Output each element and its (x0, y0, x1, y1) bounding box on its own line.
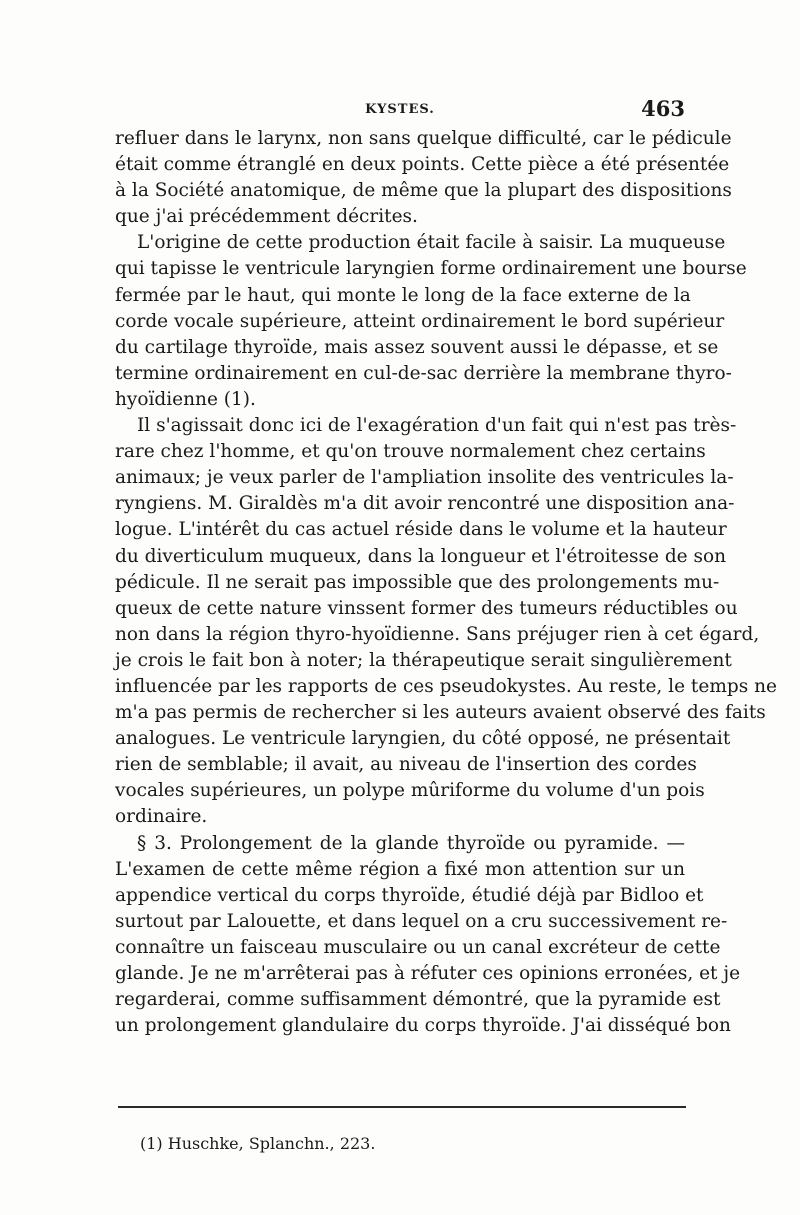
text-line: refluer dans le larynx, non sans quelque difficulté, car le pédicule (115, 128, 732, 149)
text-line: animaux; je veux parler de l'ampliation insolite des ventricules la- (115, 467, 734, 489)
text-line: corde vocale supérieure, atteint ordinairement le bord supérieur (115, 310, 725, 332)
text-line: rare chez l'homme, et qu'on trouve normalement chez certains (115, 441, 706, 463)
text-line: Il s'agissait donc ici de l'exagération d'un fait qui n'est pas très- (137, 415, 737, 437)
footnote: (1) Huschke, Splanchn., 223. (140, 1134, 376, 1153)
text-line: était comme étranglé en deux points. Cette pièce a été présentée (115, 154, 730, 176)
text-line: termine ordinairement en cul-de-sac derrière la membrane thyro- (115, 362, 732, 384)
text-line: L'origine de cette production était facile à saisir. La muqueuse (137, 232, 726, 254)
text-line: du diverticulum muqueux, dans la longueur et l'étroitesse de son (115, 545, 727, 567)
body-text (115, 126, 777, 1039)
text-line: queux de cette nature vinssent former des tumeurs réductibles ou (115, 597, 738, 619)
text-line: je crois le fait bon à noter; la thérapeutique serait singulièrement (115, 649, 732, 671)
text-line: à la Société anatomique, de même que la plupart des dispositions (115, 180, 732, 202)
text-line: ryngiens. M. Giraldès m'a dit avoir rencontré une disposition ana- (115, 493, 735, 515)
text-line: fermée par le haut, qui monte le long de la face externe de la (115, 284, 691, 306)
text-line: connaître un faisceau musculaire ou un canal excréteur de cette (115, 936, 721, 958)
text-line: vocales supérieures, un polype mûriforme du volume d'un pois (115, 780, 705, 802)
text-line: m'a pas permis de rechercher si les auteurs avaient observé des faits (115, 702, 766, 724)
text-line: analogues. Le ventricule laryngien, du côté opposé, ne présentait (115, 728, 731, 750)
text-line: § 3. Prolongement de la glande thyroïde ou pyramide. — (137, 832, 685, 854)
page-header (115, 96, 685, 126)
page-number: 463 (641, 96, 685, 121)
text-line: appendice vertical du corps thyroïde, étudié déjà par Bidloo et (115, 884, 704, 906)
text-line: regarderai, comme suffisamment démontré, que la pyramide est (115, 989, 721, 1011)
text-line: logue. L'intérêt du cas actuel réside dans le volume et la hauteur (115, 519, 727, 541)
text-line: influencée par les rapports de ces pseudokystes. Au reste, le temps ne (115, 675, 777, 697)
text-line: pédicule. Il ne serait pas impossible que des prolongements mu- (115, 571, 720, 593)
text-line: du cartilage thyroïde, mais assez souvent aussi le dépasse, et se (115, 336, 719, 358)
text-line: rien de semblable; il avait, au niveau de l'insertion des cordes (115, 754, 697, 776)
text-line: L'examen de cette même région a fixé mon attention sur un (115, 858, 685, 880)
text-line: surtout par Lalouette, et dans lequel on a cru successivement re- (115, 910, 728, 932)
text-line: ordinaire. (115, 806, 208, 828)
running-head: KYSTES. (365, 102, 435, 117)
text-line: un prolongement glandulaire du corps thyroïde. J'ai disséqué bon (115, 1015, 731, 1037)
text-line: non dans la région thyro-hyoïdienne. Sans préjuger rien à cet égard, (115, 623, 760, 645)
footnote-rule (118, 1106, 686, 1108)
text-line: glande. Je ne m'arrêterai pas à réfuter ces opinions erronées, et je (115, 963, 741, 984)
text-line: hyoïdienne (1). (115, 388, 256, 410)
text-line: qui tapisse le ventricule laryngien forme ordinairement une bourse (115, 258, 747, 280)
text-line: que j'ai précédemment décrites. (115, 206, 418, 228)
